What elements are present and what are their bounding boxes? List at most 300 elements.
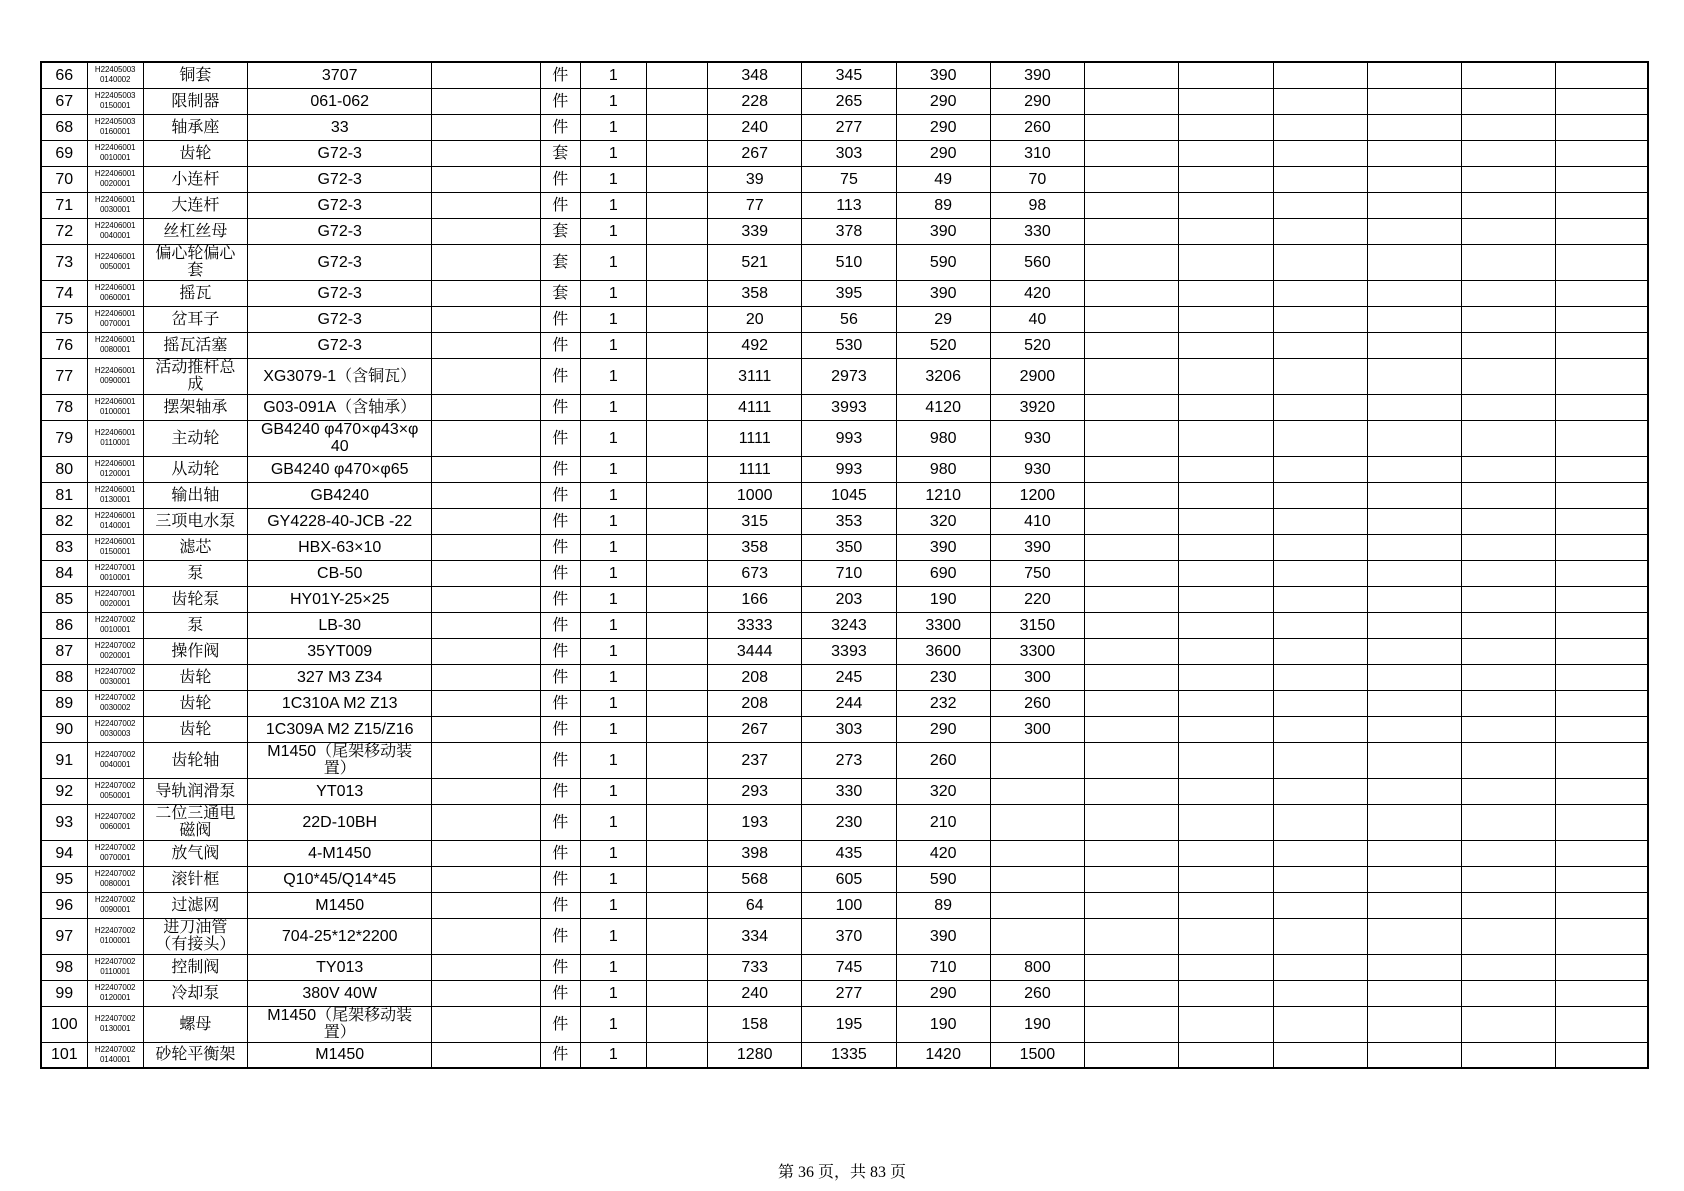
item-model: GB4240 φ470×φ43×φ 40	[247, 420, 431, 456]
price-4: 930	[990, 456, 1084, 482]
price-2: 56	[802, 306, 896, 332]
empty-cell	[1085, 954, 1179, 980]
price-4: 260	[990, 114, 1084, 140]
price-2: 1335	[802, 1042, 896, 1068]
price-4: 3300	[990, 638, 1084, 664]
empty-cell	[1556, 114, 1648, 140]
empty-cell	[1085, 918, 1179, 954]
price-2: 3993	[802, 394, 896, 420]
empty-cell	[1179, 244, 1273, 280]
empty-cell	[1367, 244, 1461, 280]
empty-cell	[1273, 586, 1367, 612]
price-4: 310	[990, 140, 1084, 166]
item-code: H22406001 0010001	[87, 140, 143, 166]
table-row	[41, 638, 1648, 664]
empty-cell	[1179, 804, 1273, 840]
item-name: 齿轮	[143, 716, 247, 742]
empty-cell	[1556, 1042, 1648, 1068]
page-number: 36	[797, 1164, 814, 1181]
row-number: 85	[41, 586, 87, 612]
item-model: M1450（尾架移动装 置）	[247, 1006, 431, 1042]
item-model: M1450（尾架移动装 置）	[247, 742, 431, 778]
item-code: H22407002 0030002	[87, 690, 143, 716]
price-4: 800	[990, 954, 1084, 980]
empty-cell	[1273, 560, 1367, 586]
table-row	[41, 62, 1648, 88]
empty-cell	[432, 586, 540, 612]
price-2: 605	[802, 866, 896, 892]
item-name: 偏心轮偏心 套	[143, 244, 247, 280]
price-4: 330	[990, 218, 1084, 244]
price-3: 290	[896, 114, 990, 140]
empty-cell	[432, 954, 540, 980]
price-4: 70	[990, 166, 1084, 192]
empty-cell	[1085, 358, 1179, 394]
item-name: 大连杆	[143, 192, 247, 218]
empty-cell	[1273, 534, 1367, 560]
row-number: 78	[41, 394, 87, 420]
price-2: 378	[802, 218, 896, 244]
price-2: 350	[802, 534, 896, 560]
item-quantity: 1	[580, 332, 646, 358]
price-3: 89	[896, 892, 990, 918]
item-name: 齿轮泵	[143, 586, 247, 612]
price-1: 166	[708, 586, 802, 612]
empty-cell	[1556, 1006, 1648, 1042]
item-quantity: 1	[580, 638, 646, 664]
item-quantity: 1	[580, 508, 646, 534]
item-quantity: 1	[580, 664, 646, 690]
empty-cell	[646, 954, 707, 980]
price-3: 49	[896, 166, 990, 192]
price-1: 568	[708, 866, 802, 892]
empty-cell	[432, 358, 540, 394]
price-4: 1200	[990, 482, 1084, 508]
table-row	[41, 88, 1648, 114]
table-row	[41, 612, 1648, 638]
table-row	[41, 332, 1648, 358]
empty-cell	[1367, 332, 1461, 358]
empty-cell	[1461, 332, 1555, 358]
empty-cell	[1367, 88, 1461, 114]
table-row	[41, 1042, 1648, 1068]
item-code: H22406001 0090001	[87, 358, 143, 394]
price-4: 2900	[990, 358, 1084, 394]
item-code: H22407001 0010001	[87, 560, 143, 586]
item-code: H22406001 0040001	[87, 218, 143, 244]
price-1: 1111	[708, 456, 802, 482]
price-1: 267	[708, 140, 802, 166]
price-3: 590	[896, 244, 990, 280]
price-4: 190	[990, 1006, 1084, 1042]
empty-cell	[1367, 62, 1461, 88]
empty-cell	[1556, 192, 1648, 218]
item-model: G72-3	[247, 244, 431, 280]
price-3: 390	[896, 918, 990, 954]
row-number: 94	[41, 840, 87, 866]
table-row	[41, 420, 1648, 456]
page-footer	[0, 1159, 1684, 1182]
item-model: G72-3	[247, 332, 431, 358]
table-row	[41, 244, 1648, 280]
item-unit: 件	[540, 456, 580, 482]
item-unit: 套	[540, 280, 580, 306]
empty-cell	[432, 394, 540, 420]
empty-cell	[432, 332, 540, 358]
empty-cell	[1179, 394, 1273, 420]
item-model: 1C310A M2 Z13	[247, 690, 431, 716]
empty-cell	[646, 534, 707, 560]
price-3: 1210	[896, 482, 990, 508]
price-1: 339	[708, 218, 802, 244]
price-3: 1420	[896, 1042, 990, 1068]
price-4	[990, 918, 1084, 954]
empty-cell	[1556, 638, 1648, 664]
empty-cell	[1085, 244, 1179, 280]
empty-cell	[1556, 778, 1648, 804]
price-4: 520	[990, 332, 1084, 358]
empty-cell	[1273, 980, 1367, 1006]
empty-cell	[1273, 1006, 1367, 1042]
price-3: 980	[896, 420, 990, 456]
item-unit: 套	[540, 218, 580, 244]
empty-cell	[1461, 358, 1555, 394]
item-unit: 件	[540, 62, 580, 88]
row-number: 67	[41, 88, 87, 114]
empty-cell	[1367, 638, 1461, 664]
empty-cell	[1085, 980, 1179, 1006]
empty-cell	[432, 244, 540, 280]
item-model: 33	[247, 114, 431, 140]
item-name: 从动轮	[143, 456, 247, 482]
row-number: 80	[41, 456, 87, 482]
price-3: 260	[896, 742, 990, 778]
empty-cell	[646, 560, 707, 586]
empty-cell	[1273, 612, 1367, 638]
item-unit: 件	[540, 1006, 580, 1042]
empty-cell	[1179, 664, 1273, 690]
item-model: G72-3	[247, 140, 431, 166]
empty-cell	[1273, 954, 1367, 980]
item-model: GB4240	[247, 482, 431, 508]
empty-cell	[646, 742, 707, 778]
price-1: 208	[708, 690, 802, 716]
empty-cell	[1273, 192, 1367, 218]
item-code: H22406001 0030001	[87, 192, 143, 218]
item-code: H22406001 0050001	[87, 244, 143, 280]
empty-cell	[1556, 840, 1648, 866]
item-name: 泵	[143, 612, 247, 638]
item-model: 1C309A M2 Z15/Z16	[247, 716, 431, 742]
empty-cell	[1367, 560, 1461, 586]
empty-cell	[646, 456, 707, 482]
empty-cell	[646, 332, 707, 358]
price-2: 530	[802, 332, 896, 358]
price-4: 390	[990, 62, 1084, 88]
empty-cell	[1461, 534, 1555, 560]
empty-cell	[1556, 306, 1648, 332]
empty-cell	[1367, 140, 1461, 166]
empty-cell	[1179, 420, 1273, 456]
empty-cell	[1179, 840, 1273, 866]
price-1: 673	[708, 560, 802, 586]
empty-cell	[646, 358, 707, 394]
empty-cell	[1367, 394, 1461, 420]
price-3: 520	[896, 332, 990, 358]
empty-cell	[1085, 140, 1179, 166]
row-number: 77	[41, 358, 87, 394]
price-3: 4120	[896, 394, 990, 420]
empty-cell	[646, 166, 707, 192]
price-2: 395	[802, 280, 896, 306]
empty-cell	[1085, 742, 1179, 778]
empty-cell	[1085, 778, 1179, 804]
item-name: 小连杆	[143, 166, 247, 192]
empty-cell	[1367, 778, 1461, 804]
empty-cell	[1556, 716, 1648, 742]
empty-cell	[1461, 778, 1555, 804]
empty-cell	[646, 778, 707, 804]
empty-cell	[1273, 244, 1367, 280]
item-model: G72-3	[247, 192, 431, 218]
empty-cell	[1461, 218, 1555, 244]
item-unit: 件	[540, 1042, 580, 1068]
table-row	[41, 664, 1648, 690]
item-quantity: 1	[580, 62, 646, 88]
table-row	[41, 456, 1648, 482]
empty-cell	[1556, 508, 1648, 534]
empty-cell	[1179, 742, 1273, 778]
item-quantity: 1	[580, 1042, 646, 1068]
empty-cell	[1461, 62, 1555, 88]
item-quantity: 1	[580, 716, 646, 742]
price-table	[40, 61, 1649, 1069]
empty-cell	[1556, 166, 1648, 192]
item-name: 螺母	[143, 1006, 247, 1042]
item-name: 齿轮	[143, 690, 247, 716]
item-unit: 件	[540, 534, 580, 560]
empty-cell	[432, 804, 540, 840]
empty-cell	[1085, 690, 1179, 716]
item-code: H22407002 0140001	[87, 1042, 143, 1068]
item-model: G72-3	[247, 218, 431, 244]
row-number: 90	[41, 716, 87, 742]
empty-cell	[1556, 586, 1648, 612]
empty-cell	[432, 166, 540, 192]
price-3: 3206	[896, 358, 990, 394]
empty-cell	[1085, 664, 1179, 690]
price-2: 745	[802, 954, 896, 980]
item-model: Q10*45/Q14*45	[247, 866, 431, 892]
table-row	[41, 280, 1648, 306]
item-model: CB-50	[247, 560, 431, 586]
row-number: 87	[41, 638, 87, 664]
empty-cell	[1367, 306, 1461, 332]
empty-cell	[1273, 482, 1367, 508]
empty-cell	[646, 638, 707, 664]
table-row	[41, 218, 1648, 244]
item-unit: 件	[540, 778, 580, 804]
empty-cell	[1556, 244, 1648, 280]
empty-cell	[1179, 918, 1273, 954]
item-code: H22407002 0010001	[87, 612, 143, 638]
empty-cell	[432, 690, 540, 716]
item-quantity: 1	[580, 918, 646, 954]
empty-cell	[1085, 586, 1179, 612]
empty-cell	[1273, 840, 1367, 866]
empty-cell	[432, 716, 540, 742]
table-row	[41, 114, 1648, 140]
price-3: 29	[896, 306, 990, 332]
empty-cell	[646, 1006, 707, 1042]
price-1: 39	[708, 166, 802, 192]
empty-cell	[1461, 716, 1555, 742]
empty-cell	[1461, 394, 1555, 420]
item-model: G72-3	[247, 280, 431, 306]
item-model: 4-M1450	[247, 840, 431, 866]
price-2: 277	[802, 980, 896, 1006]
price-2: 710	[802, 560, 896, 586]
item-quantity: 1	[580, 778, 646, 804]
price-2: 273	[802, 742, 896, 778]
item-quantity: 1	[580, 690, 646, 716]
empty-cell	[1461, 612, 1555, 638]
item-code: H22407002 0050001	[87, 778, 143, 804]
empty-cell	[1367, 980, 1461, 1006]
item-code: H22406001 0100001	[87, 394, 143, 420]
empty-cell	[1273, 114, 1367, 140]
empty-cell	[432, 638, 540, 664]
item-code: H22407002 0120001	[87, 980, 143, 1006]
price-4: 220	[990, 586, 1084, 612]
price-1: 240	[708, 114, 802, 140]
empty-cell	[1367, 804, 1461, 840]
empty-cell	[1179, 114, 1273, 140]
empty-cell	[1273, 716, 1367, 742]
empty-cell	[1461, 482, 1555, 508]
item-unit: 件	[540, 88, 580, 114]
price-1: 77	[708, 192, 802, 218]
item-code: H22406001 0020001	[87, 166, 143, 192]
price-3: 980	[896, 456, 990, 482]
price-4: 260	[990, 690, 1084, 716]
item-model: XG3079-1（含铜瓦）	[247, 358, 431, 394]
item-code: H22406001 0150001	[87, 534, 143, 560]
empty-cell	[646, 306, 707, 332]
item-quantity: 1	[580, 612, 646, 638]
item-model: TY013	[247, 954, 431, 980]
price-2: 230	[802, 804, 896, 840]
empty-cell	[1556, 980, 1648, 1006]
empty-cell	[646, 804, 707, 840]
price-3: 230	[896, 664, 990, 690]
item-name: 二位三通电 磁阀	[143, 804, 247, 840]
price-2: 265	[802, 88, 896, 114]
row-number: 83	[41, 534, 87, 560]
price-2: 303	[802, 140, 896, 166]
empty-cell	[1273, 62, 1367, 88]
empty-cell	[1179, 560, 1273, 586]
item-quantity: 1	[580, 114, 646, 140]
item-quantity: 1	[580, 534, 646, 560]
item-unit: 件	[540, 420, 580, 456]
empty-cell	[1367, 166, 1461, 192]
row-number: 69	[41, 140, 87, 166]
price-2: 277	[802, 114, 896, 140]
empty-cell	[646, 62, 707, 88]
empty-cell	[1273, 778, 1367, 804]
empty-cell	[432, 778, 540, 804]
price-2: 435	[802, 840, 896, 866]
price-2: 3393	[802, 638, 896, 664]
price-4	[990, 840, 1084, 866]
item-quantity: 1	[580, 980, 646, 1006]
empty-cell	[646, 394, 707, 420]
price-2: 3243	[802, 612, 896, 638]
empty-cell	[432, 88, 540, 114]
item-quantity: 1	[580, 306, 646, 332]
empty-cell	[432, 420, 540, 456]
price-1: 158	[708, 1006, 802, 1042]
price-1: 293	[708, 778, 802, 804]
empty-cell	[1273, 332, 1367, 358]
empty-cell	[1085, 218, 1179, 244]
item-quantity: 1	[580, 892, 646, 918]
table-row	[41, 1006, 1648, 1042]
price-3: 420	[896, 840, 990, 866]
item-unit: 件	[540, 166, 580, 192]
item-quantity: 1	[580, 560, 646, 586]
empty-cell	[1179, 456, 1273, 482]
item-unit: 件	[540, 612, 580, 638]
price-2: 330	[802, 778, 896, 804]
price-1: 1280	[708, 1042, 802, 1068]
empty-cell	[1367, 690, 1461, 716]
item-unit: 件	[540, 804, 580, 840]
price-3: 290	[896, 140, 990, 166]
price-3: 290	[896, 716, 990, 742]
item-code: H22407002 0110001	[87, 954, 143, 980]
price-3: 190	[896, 586, 990, 612]
item-code: H22407002 0060001	[87, 804, 143, 840]
price-2: 2973	[802, 358, 896, 394]
price-3: 320	[896, 778, 990, 804]
empty-cell	[1179, 638, 1273, 664]
empty-cell	[1273, 892, 1367, 918]
empty-cell	[1556, 280, 1648, 306]
empty-cell	[1367, 664, 1461, 690]
row-number: 82	[41, 508, 87, 534]
empty-cell	[1367, 918, 1461, 954]
empty-cell	[646, 586, 707, 612]
item-name: 导轨润滑泵	[143, 778, 247, 804]
empty-cell	[646, 1042, 707, 1068]
item-quantity: 1	[580, 166, 646, 192]
row-number: 91	[41, 742, 87, 778]
empty-cell	[1556, 140, 1648, 166]
item-code: H22405003 0140002	[87, 62, 143, 88]
table-row	[41, 840, 1648, 866]
empty-cell	[1085, 804, 1179, 840]
item-code: H22406001 0120001	[87, 456, 143, 482]
empty-cell	[646, 690, 707, 716]
empty-cell	[1556, 918, 1648, 954]
empty-cell	[646, 88, 707, 114]
price-1: 733	[708, 954, 802, 980]
empty-cell	[1367, 456, 1461, 482]
item-name: 放气阀	[143, 840, 247, 866]
empty-cell	[1179, 508, 1273, 534]
